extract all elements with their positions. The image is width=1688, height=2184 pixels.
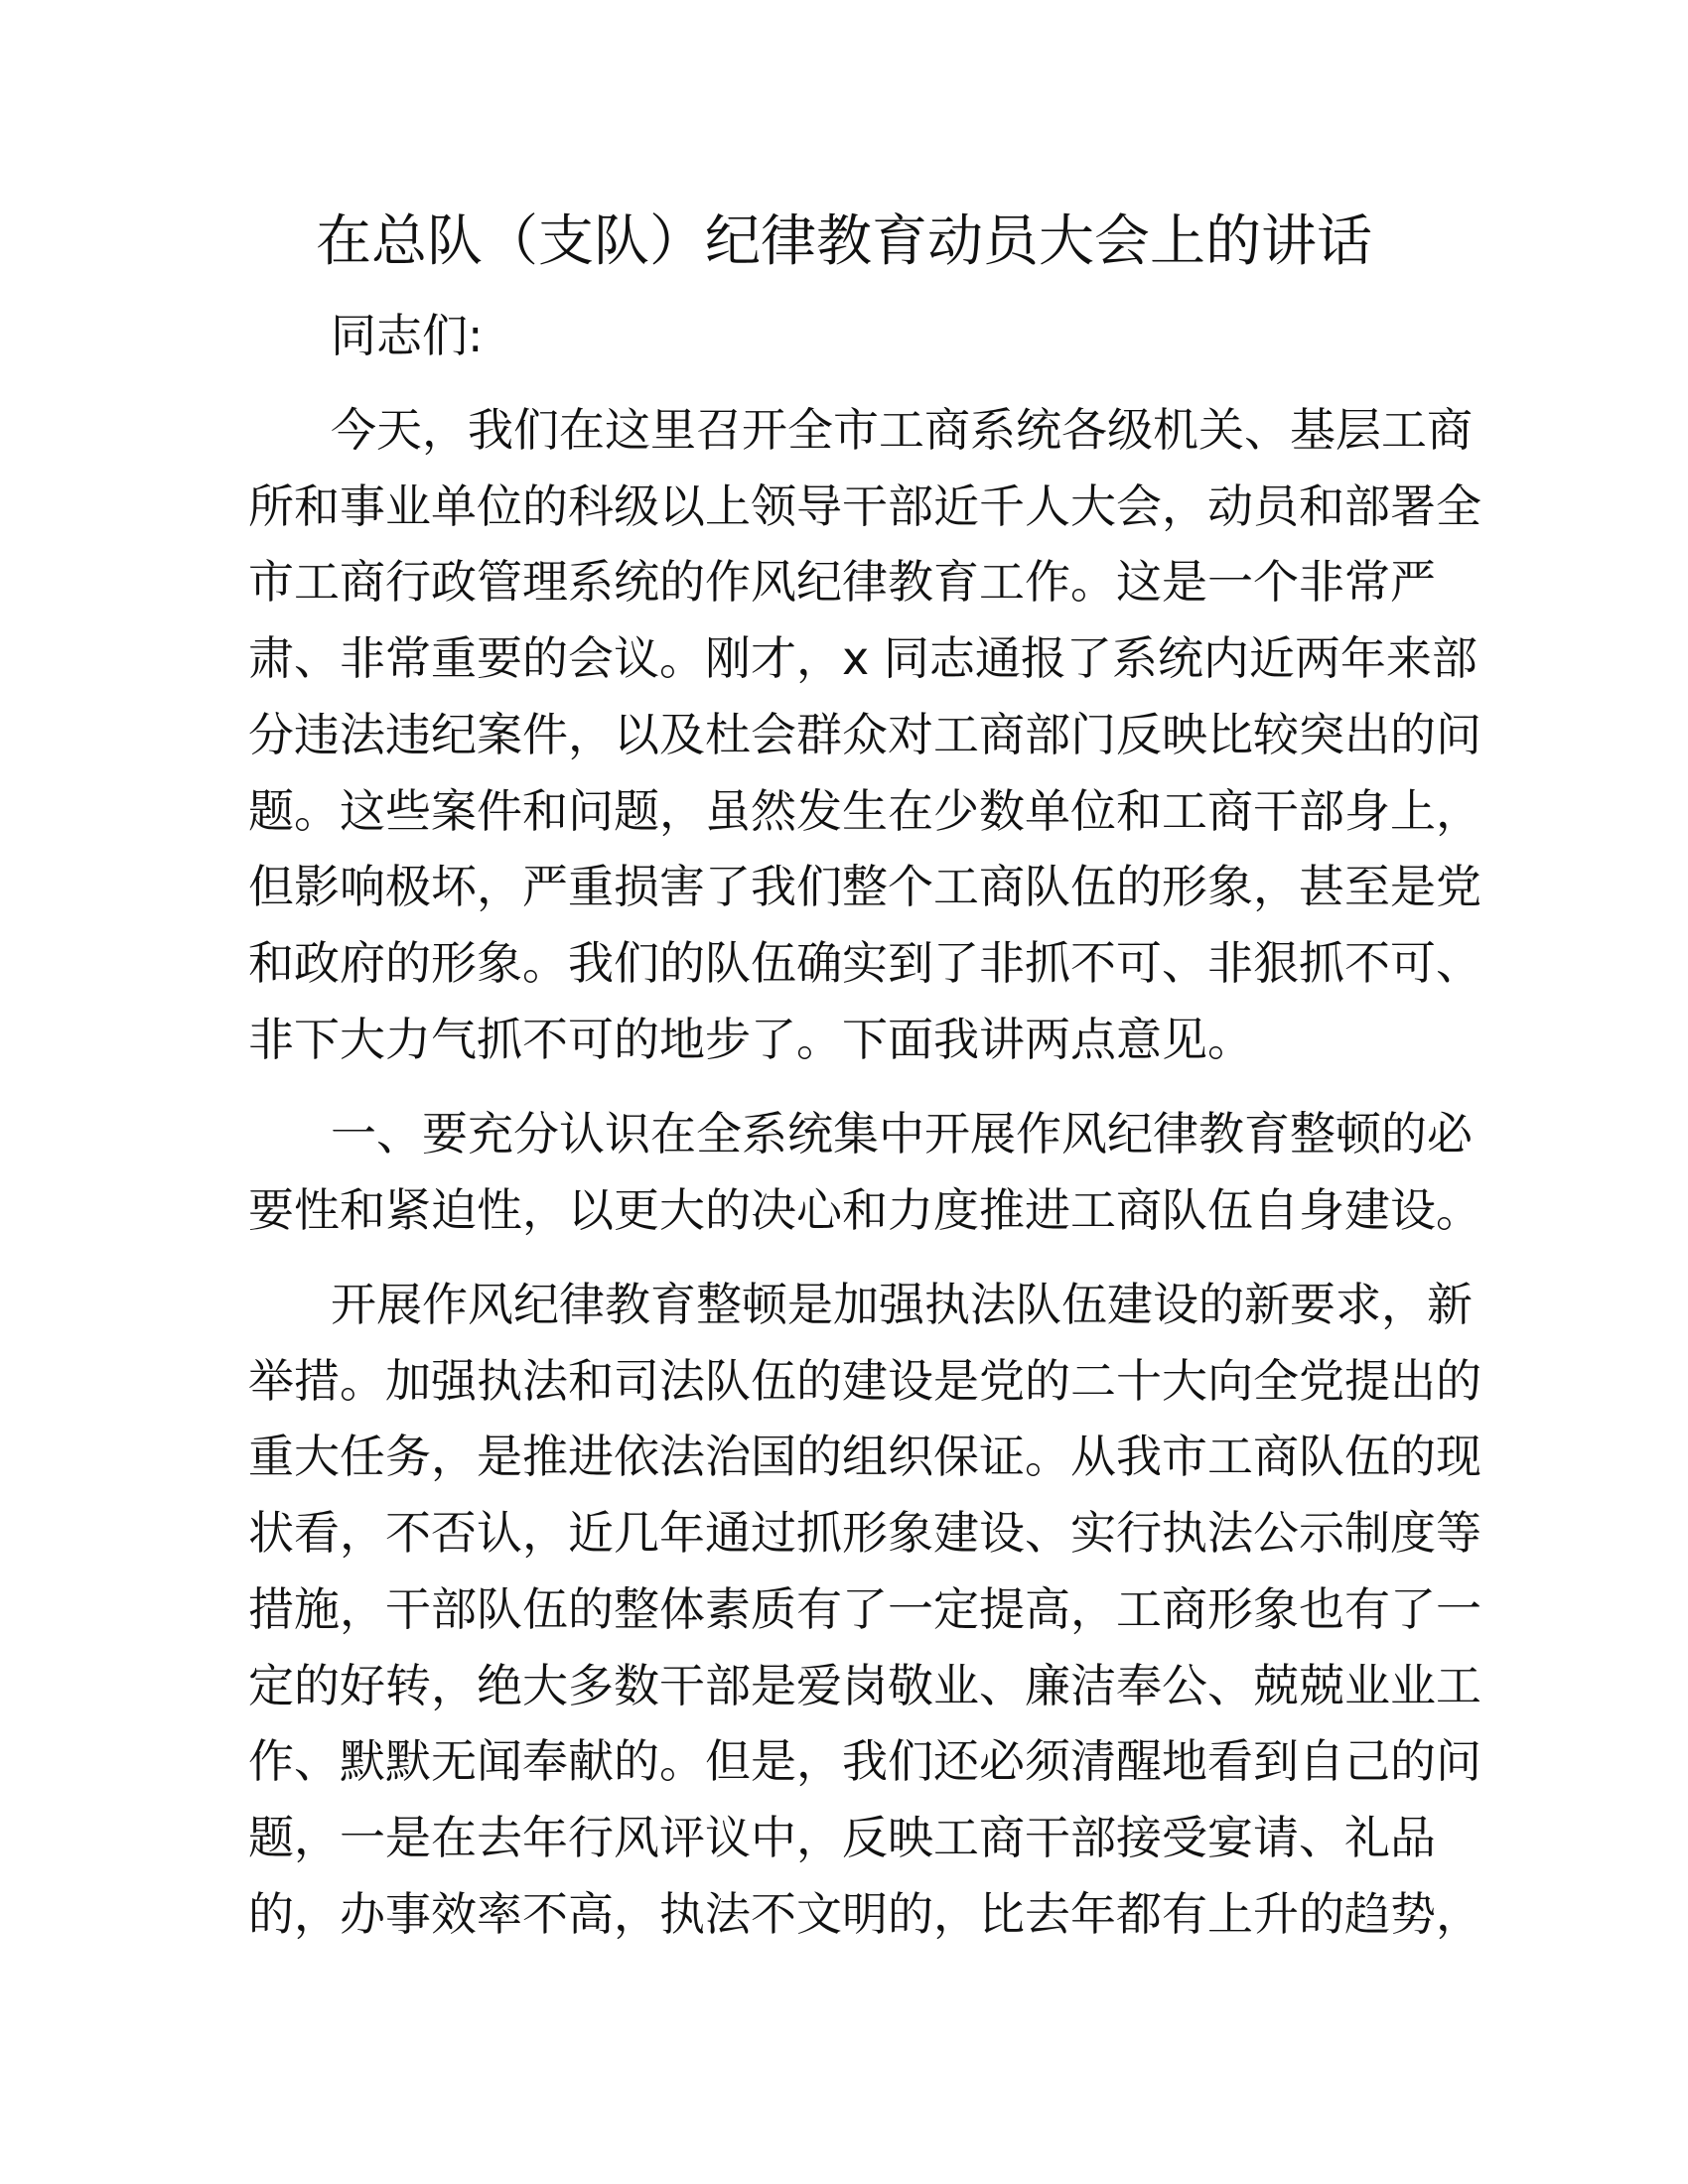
paragraph-3-line: 作、默默无闻奉献的。但是，我们还必须清醒地看到自己的问 (248, 1734, 1481, 1789)
paragraph-1-line: 分违法违纪案件，以及杜会群众对工商部门反映比较突出的问 (248, 707, 1481, 761)
paragraph-1-line: 非下大力气抓不可的地步了。下面我讲两点意见。 (248, 1012, 1253, 1066)
paragraph-1-line: 题。这些案件和问题，虽然发生在少数单位和工商干部身上， (248, 783, 1481, 838)
document-title: 在总队（支队）纪律教育动员大会上的讲话 (316, 209, 1372, 274)
paragraph-2-line: 要性和紧迫性，以更大的决心和力度推进工商队伍自身建设。 (248, 1182, 1481, 1237)
paragraph-3-line: 措施，干部队伍的整体素质有了一定提高，工商形象也有了一 (248, 1581, 1481, 1636)
salutation: 同志们: (331, 309, 484, 362)
paragraph-1-line: 肃、非常重要的会议。刚才，x 同志通报了系统内近两年来部 (248, 631, 1477, 686)
paragraph-1-line: 市工商行政管理系统的作风纪律教育工作。这是一个非常严 (248, 555, 1436, 610)
paragraph-3-line: 重大任务，是推进依法治国的组织保证。从我市工商队伍的现 (248, 1430, 1481, 1484)
paragraph-3-line: 题，一是在去年行风评议中，反映工商干部接受宴请、礼品 (248, 1810, 1436, 1864)
paragraph-3-line: 状看，不否认，近几年通过抓形象建设、实行执法公示制度等 (248, 1506, 1481, 1561)
paragraph-1-line: 但影响极坏，严重损害了我们整个工商队伍的形象，甚至是党 (248, 860, 1481, 914)
paragraph-1-line: 今天，我们在这里召开全市工商系统各级机关、基层工商 (331, 403, 1473, 457)
paragraph-2-line: 一、要充分认识在全系统集中开展作风纪律教育整顿的必 (331, 1107, 1473, 1160)
paragraph-3-line: 举措。加强执法和司法队伍的建设是党的二十大向全党提出的 (248, 1353, 1481, 1408)
paragraph-3-line: 开展作风纪律教育整顿是加强执法队伍建设的新要求，新 (331, 1278, 1473, 1331)
paragraph-1-line: 所和事业单位的科级以上领导干部近千人大会，动员和部署全 (248, 478, 1481, 533)
paragraph-1-line: 和政府的形象。我们的队伍确实到了非抓不可、非狠抓不可、 (248, 935, 1481, 990)
paragraph-3-line: 的，办事效率不高，执法不文明的，比去年都有上升的趋势， (248, 1886, 1481, 1941)
paragraph-3-line: 定的好转，绝大多数干部是爱岗敬业、廉洁奉公、兢兢业业工 (248, 1658, 1481, 1712)
